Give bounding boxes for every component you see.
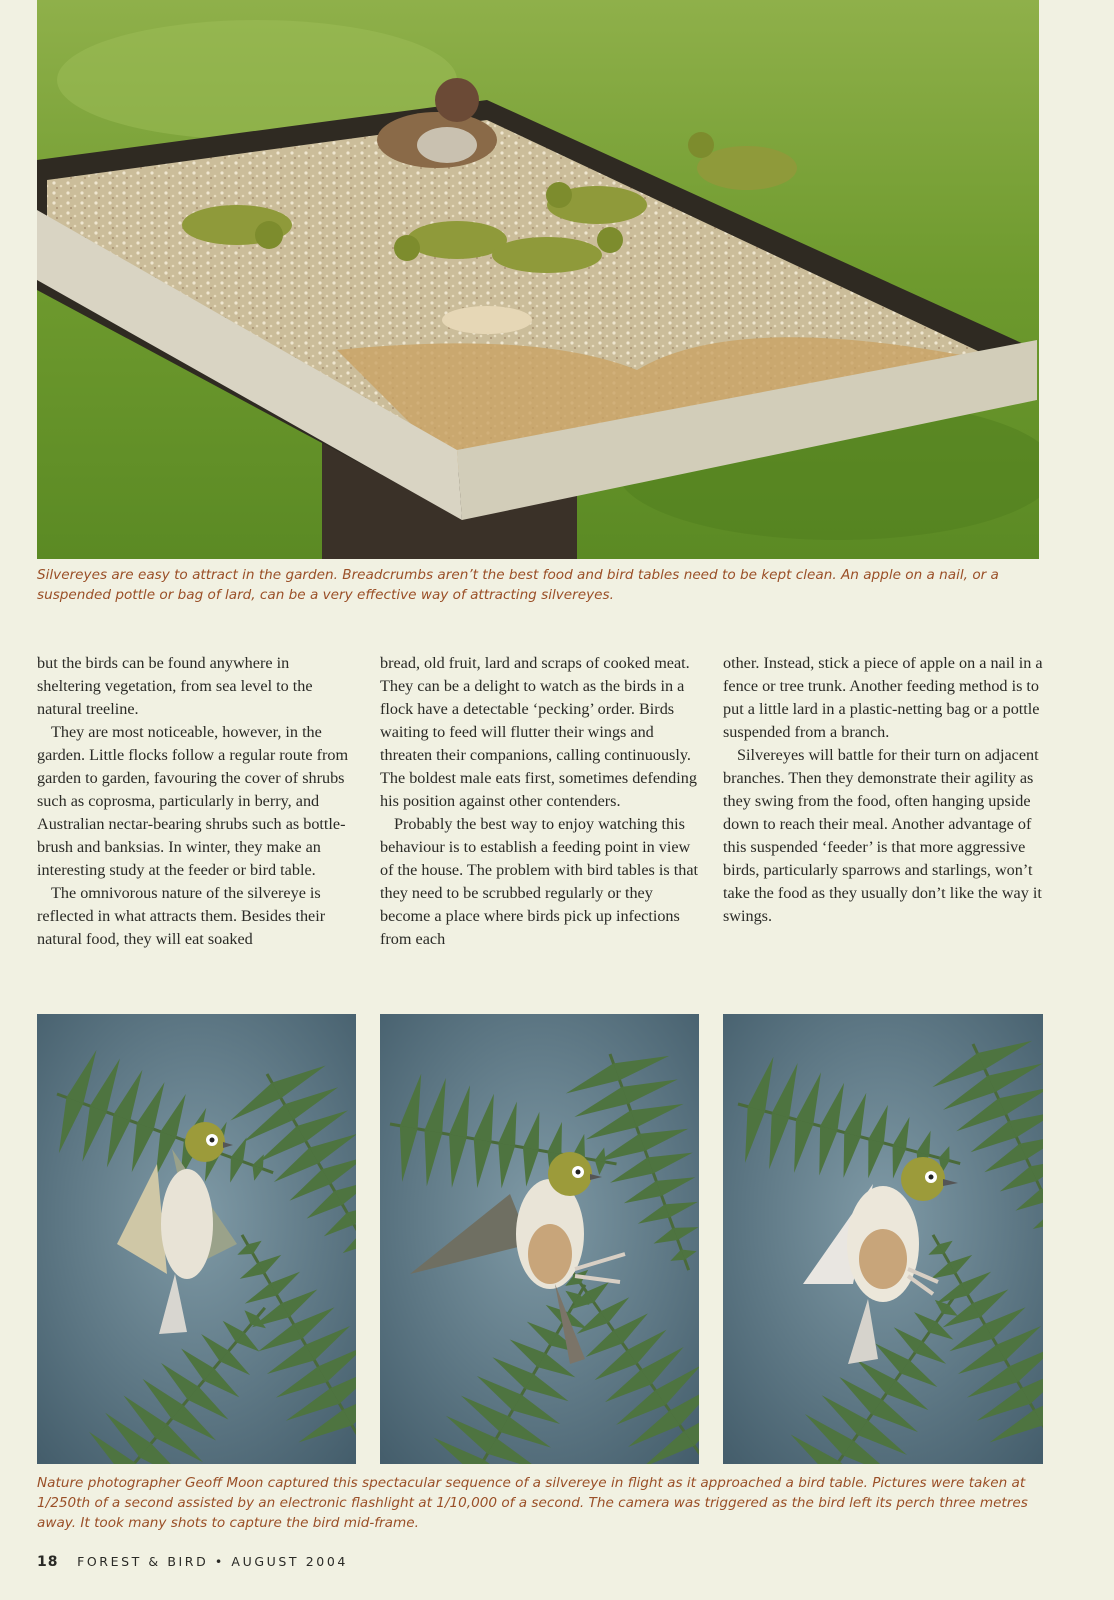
flight-sequence-photo-3 [723, 1014, 1043, 1464]
paragraph: bread, old fruit, lard and scraps of cooked meat. They can be a delight to watch as the birds in a flock have a detectable ‘pecking’ order. Birds waiting to feed will flutter their wings and threaten their companions, calling continuously. The boldest male eats first, sometimes defending his position against other contenders. [380, 654, 697, 810]
top-photo-caption: Silvereyes are easy to attract in the garden. Breadcrumbs aren’t the best food and bird tables need to be kept clean. An apple on a nail, or a suspended pottle or bag of lard, can be a very effective way of attracting silvereyes. [37, 567, 999, 603]
paragraph: other. Instead, stick a piece of apple on a nail in a fence or tree trunk. Another feeding method is to put a little lard in a plastic-netting bag or a pottle suspended from a branch. [723, 654, 1043, 741]
paragraph: They are most noticeable, however, in the garden. Little flocks follow a regular route from garden to garden, favouring the cover of shrubs such as coprosma, particularly in berry, and Australian nectar-bearing shrubs such as bottle-brush and banksias. In winter, they make an interesting study at the feeder or bird table. [37, 723, 349, 879]
article-column-2 [380, 652, 700, 951]
page-footer [37, 1554, 348, 1570]
flight-sequence-photo-1 [37, 1014, 356, 1464]
paragraph: Probably the best way to enjoy watching this behaviour is to establish a feeding point in view of the house. The problem with bird tables is that they need to be scrubbed regularly or they become a place where birds pick up infections from each [380, 815, 698, 948]
bird-table-photo [37, 0, 1039, 559]
publication-line: FOREST & BIRD • AUGUST 2004 [77, 1554, 348, 1569]
article-column-3 [723, 652, 1043, 928]
paragraph: Silvereyes will battle for their turn on adjacent branches. Then they demonstrate their agility as they swing from the food, often hanging upside down to reach their meal. Another advantage of this suspended ‘feeder’ is that more aggressive birds, particularly sparrows and starlings, won’t take the food as they usually don’t like the way it swings. [723, 746, 1042, 925]
page-number: 18 [37, 1554, 59, 1570]
paragraph: but the birds can be found anywhere in sheltering vegetation, from sea level to the natural treeline. [37, 654, 313, 718]
paragraph: The omnivorous nature of the silvereye is reflected in what attracts them. Besides their natural food, they will eat soaked [37, 884, 326, 948]
flight-sequence-photo-2 [380, 1014, 699, 1464]
article-column-1 [37, 652, 357, 951]
sequence-photo-caption: Nature photographer Geoff Moon captured this spectacular sequence of a silvereye in flight as it approached a bird table. Pictures were taken at 1/250th of a second assisted by an electronic flashlight at 1/10,000 of a second. The camera was triggered as the bird left its perch three metres away. It took many shots to capture the bird mid-frame. [37, 1475, 1028, 1531]
